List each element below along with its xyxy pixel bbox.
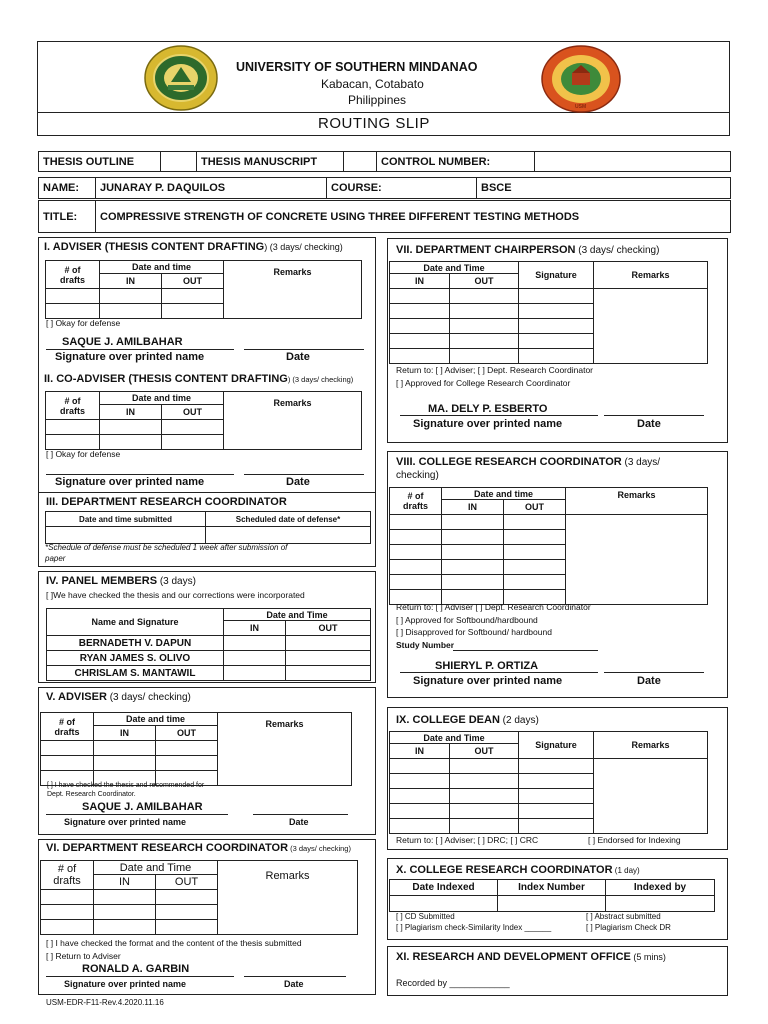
section-2-date-line xyxy=(244,474,364,475)
section-1-table[interactable] xyxy=(45,260,362,319)
university-city: Kabacan, Cotabato xyxy=(321,77,424,91)
section-8-date-label: Date xyxy=(637,675,661,687)
section-11-title: XI. RESEARCH AND DEVELOPMENT OFFICE (5 mins) xyxy=(396,951,666,963)
section-10-abstract[interactable]: [ ] Abstract submitted xyxy=(586,912,661,921)
section-7-table[interactable]: Date and Time Signature Remarks IN OUT xyxy=(389,261,708,364)
university-name: UNIVERSITY OF SOUTHERN MINDANAO xyxy=(236,60,478,74)
section-9-table[interactable]: Date and Time Signature Remarks IN OUT xyxy=(389,731,708,834)
section-5-table[interactable]: # of drafts Date and time Remarks IN OUT xyxy=(40,712,352,786)
section-7-date-line xyxy=(604,415,704,416)
section-3-top-line xyxy=(38,492,376,493)
section-6-sig-line xyxy=(46,976,234,977)
thesis-manuscript-label: THESIS MANUSCRIPT xyxy=(197,152,344,172)
section-1-okay[interactable]: [ ] Okay for defense xyxy=(46,318,121,328)
name-course-row xyxy=(38,177,731,199)
section-8-approved[interactable]: [ ] Approved for Softbound/hardbound xyxy=(396,615,538,625)
section-8-disapproved[interactable]: [ ] Disapproved for Softbound/ hardbound xyxy=(396,627,552,637)
form-title: ROUTING SLIP xyxy=(318,115,430,132)
section-9-endorsed[interactable]: [ ] Endorsed for Indexing xyxy=(588,835,681,845)
section-6-signer: RONALD A. GARBIN xyxy=(82,963,190,975)
title-value: COMPRESSIVE STRENGTH OF CONCRETE USING THREE DIFFERENT TESTING METHODS xyxy=(96,201,731,233)
section-8-sig-line xyxy=(400,672,598,673)
section-7-sig-line xyxy=(400,415,598,416)
section-10-table[interactable]: Date Indexed Index Number Indexed by xyxy=(389,879,715,912)
thesis-outline-label: THESIS OUTLINE xyxy=(39,152,161,172)
out-header: OUT xyxy=(162,274,224,289)
course-value: BSCE xyxy=(477,178,731,199)
section-2-sig-line xyxy=(46,474,234,475)
university-country: Philippines xyxy=(348,93,407,107)
section-6-sig-label: Signature over printed name xyxy=(64,979,187,989)
section-6-title: VI. DEPARTMENT RESEARCH COORDINATOR (3 days/ checking) xyxy=(46,842,351,854)
section-1-sig-line xyxy=(46,349,234,350)
section-4-title: IV. PANEL MEMBERS (3 days) xyxy=(46,575,196,587)
section-7-return[interactable]: Return to: [ ] Adviser; [ ] Dept. Research Coordinator xyxy=(396,365,594,375)
title-label: TITLE: xyxy=(39,201,96,233)
title-row xyxy=(38,200,731,233)
section-6-date-line xyxy=(244,976,346,977)
section-1-date-label: Date xyxy=(286,351,310,363)
section-1-date-line xyxy=(244,349,364,350)
section-11-recorded[interactable]: Recorded by ____________ xyxy=(396,978,510,988)
section-5-sig-label: Signature over printed name xyxy=(64,817,187,827)
section-5-signer: SAQUE J. AMILBAHAR xyxy=(82,801,203,813)
section-10-plag-dr[interactable]: [ ] Plagiarism Check DR xyxy=(586,923,671,932)
drafts-header: # of drafts xyxy=(46,261,100,289)
section-1-signer: SAQUE J. AMILBAHAR xyxy=(62,336,183,348)
university-seal-right xyxy=(540,45,622,113)
section-2-date-label: Date xyxy=(286,476,310,488)
section-7-title: VII. DEPARTMENT CHAIRPERSON (3 days/ checking) xyxy=(396,244,660,256)
panel-member: CHRISLAM S. MANTAWIL xyxy=(47,666,224,681)
section-9-title: IX. COLLEGE DEAN (2 days) xyxy=(396,714,539,726)
section-7-date-label: Date xyxy=(637,418,661,430)
date-time-header: Date and time xyxy=(100,261,224,274)
section-7-approved[interactable]: [ ] Approved for College Research Coordinator xyxy=(396,378,571,388)
university-seal-left xyxy=(143,45,219,111)
section-5-date-label: Date xyxy=(289,817,309,827)
section-5-date-line xyxy=(253,814,348,815)
section-6-table[interactable]: # of drafts Date and Time Remarks IN OUT xyxy=(40,860,358,935)
control-number-field[interactable] xyxy=(535,152,731,172)
section-5-check-1[interactable]: [ ] I have checked the thesis and recommended for xyxy=(47,782,205,789)
section-2-title: II. CO-ADVISER (THESIS CONTENT DRAFTING) (3 days/ checking) xyxy=(44,373,354,385)
section-5-sig-line xyxy=(46,814,228,815)
section-7-sig-label: Signature over printed name xyxy=(413,418,563,430)
section-6-check[interactable]: [ ] I have checked the format and the content of the thesis submitted xyxy=(46,938,302,948)
section-1-title: I. ADVISER (THESIS CONTENT DRAFTING) (3 days/ checking) xyxy=(44,241,343,253)
name-label: NAME: xyxy=(39,178,96,199)
section-2-sig-label: Signature over printed name xyxy=(55,476,205,488)
section-8-title-cont: checking) xyxy=(396,470,439,481)
control-number-label: CONTROL NUMBER: xyxy=(377,152,535,172)
section-1-sig-label: Signature over printed name xyxy=(55,351,205,363)
section-8-date-line xyxy=(604,672,704,673)
section-10-cd[interactable]: [ ] CD Submitted xyxy=(396,912,455,921)
section-10-plag-index[interactable]: [ ] Plagiarism check-Similarity Index ______ xyxy=(396,923,552,932)
section-8-table[interactable]: # of drafts Date and time Remarks IN OUT xyxy=(389,487,708,605)
section-3-footnote-2: paper xyxy=(45,554,66,563)
study-number-field[interactable] xyxy=(453,650,598,651)
section-3-title: III. DEPARTMENT RESEARCH COORDINATOR xyxy=(46,496,287,508)
section-6-return[interactable]: [ ] Return to Adviser xyxy=(46,951,121,961)
section-4-table[interactable]: Name and Signature Date and Time IN OUT BERNADETH V. DAPUN RYAN JAMES S. OLIVO CHRISLAM S. MANTAWIL xyxy=(46,608,371,681)
in-header: IN xyxy=(100,274,162,289)
section-5-check-2: Dept. Research Coordinator. xyxy=(47,791,136,798)
right-seal-text: USM xyxy=(575,104,587,110)
form-code: USM-EDR-F11-Rev.4.2020.11.16 xyxy=(46,998,164,1007)
left-seal-text: UNIVERSITY OF SOUTHERN MINDANAO xyxy=(120,68,140,69)
name-value: JUNARAY P. DAQUILOS xyxy=(96,178,327,199)
section-10-title: X. COLLEGE RESEARCH COORDINATOR (1 day) xyxy=(396,864,640,876)
section-3-table[interactable]: Date and time submitted Scheduled date of defense* xyxy=(45,511,371,544)
section-9-return[interactable]: Return to: [ ] Adviser; [ ] DRC; [ ] CRC xyxy=(396,835,539,845)
header-divider xyxy=(37,112,730,113)
section-2-okay[interactable]: [ ] Okay for defense xyxy=(46,449,121,459)
section-8-title: VIII. COLLEGE RESEARCH COORDINATOR (3 days/ xyxy=(396,456,661,468)
section-8-study-number: Study Number xyxy=(396,640,455,650)
thesis-manuscript-checkbox[interactable] xyxy=(344,152,377,172)
panel-member: RYAN JAMES S. OLIVO xyxy=(47,651,224,666)
section-2-table[interactable]: # of drafts Date and time Remarks IN OUT xyxy=(45,391,362,450)
section-5-title: V. ADVISER (3 days/ checking) xyxy=(46,691,191,703)
course-label: COURSE: xyxy=(327,178,477,199)
thesis-outline-checkbox[interactable] xyxy=(161,152,197,172)
remarks-header: Remarks xyxy=(224,261,362,319)
section-3-footnote-1: *Schedule of defense must be scheduled 1 week after submission of xyxy=(45,543,288,552)
section-6-date-label: Date xyxy=(284,979,304,989)
section-4-checked[interactable]: [ ]We have checked the thesis and our corrections were incorporated xyxy=(46,590,305,600)
thesis-type-row xyxy=(38,151,731,172)
section-8-sig-label: Signature over printed name xyxy=(413,675,563,687)
panel-member: BERNADETH V. DAPUN xyxy=(47,636,224,651)
section-8-signer: SHIERYL P. ORTIZA xyxy=(435,660,539,672)
section-7-signer: MA. DELY P. ESBERTO xyxy=(428,403,548,415)
section-8-return[interactable]: Return to: [ ] Adviser [ ] Dept. Research Coordinator xyxy=(396,602,591,612)
